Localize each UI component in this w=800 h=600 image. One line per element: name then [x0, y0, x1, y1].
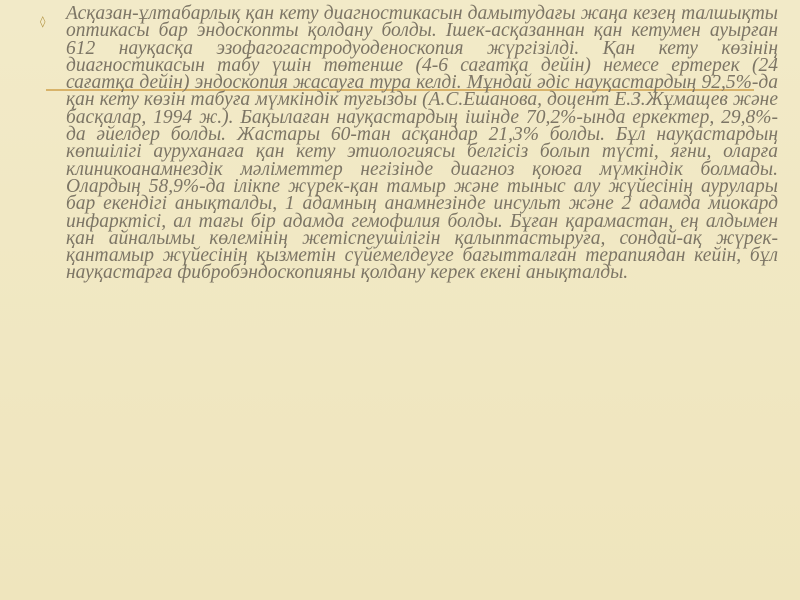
- slide-body-text: Асқазан-ұлтабарлық қан кету диагностикасын дамытудағы жаңа кезең талшықты оптикасы бар эндоскопты қолдану болды. Ішек-асқазаннан қан кетумен ауырған 612 науқасқа эзофагогастродуоденоскопия жүргізілді. Қан кету көзінің диагностикасын табу үшін төтенше (4-6 сағатқа дейін) немесе ертерек (24 сағатқа дейін) эндоскопия жасауға тура келді. Мұндай әдіс науқастардың 92,5%-да қан кету көзін табуға мүмкіндік туғызды (А.С.Ешанова, доцент Е.З.Жұмащев және басқалар, 1994 ж.). Бақылаған науқастардың ішінде 70,2%-ында еркектер, 29,8%-да әйелдер болды. Жастары 60-тан асқандар 21,3% болды. Бұл науқастардың көпшілігі ауруханаға қан кету этиологиясы белгісіз болып түсті, яғни, оларға клиникоанамнездік мәліметтер негізінде диагноз қоюға мүмкіндік болмады. Олардың 58,9%-да ілікпе жүрек-қан тамыр және тыныс алу жүйесінің аурулары бар екендігі анықталды, 1 адамның анамнезінде инсульт және 2 адамда миокард инфарктісі, ал тағы бір адамда гемофилия болды. Бұған қарамастан, ең алдымен қан айналымы көлемінің жетіспеушілігін қалыптастыруға, сондай-ақ жүрек-қантамыр жүйесінің қызметін сүйемелдеуге бағытталған терапиядан кейін, бұл науқастарға фибробэндоскопияны қолдану керек екені анықталды.: [66, 3, 778, 284]
- diamond-bullet-icon: ◊: [40, 15, 46, 28]
